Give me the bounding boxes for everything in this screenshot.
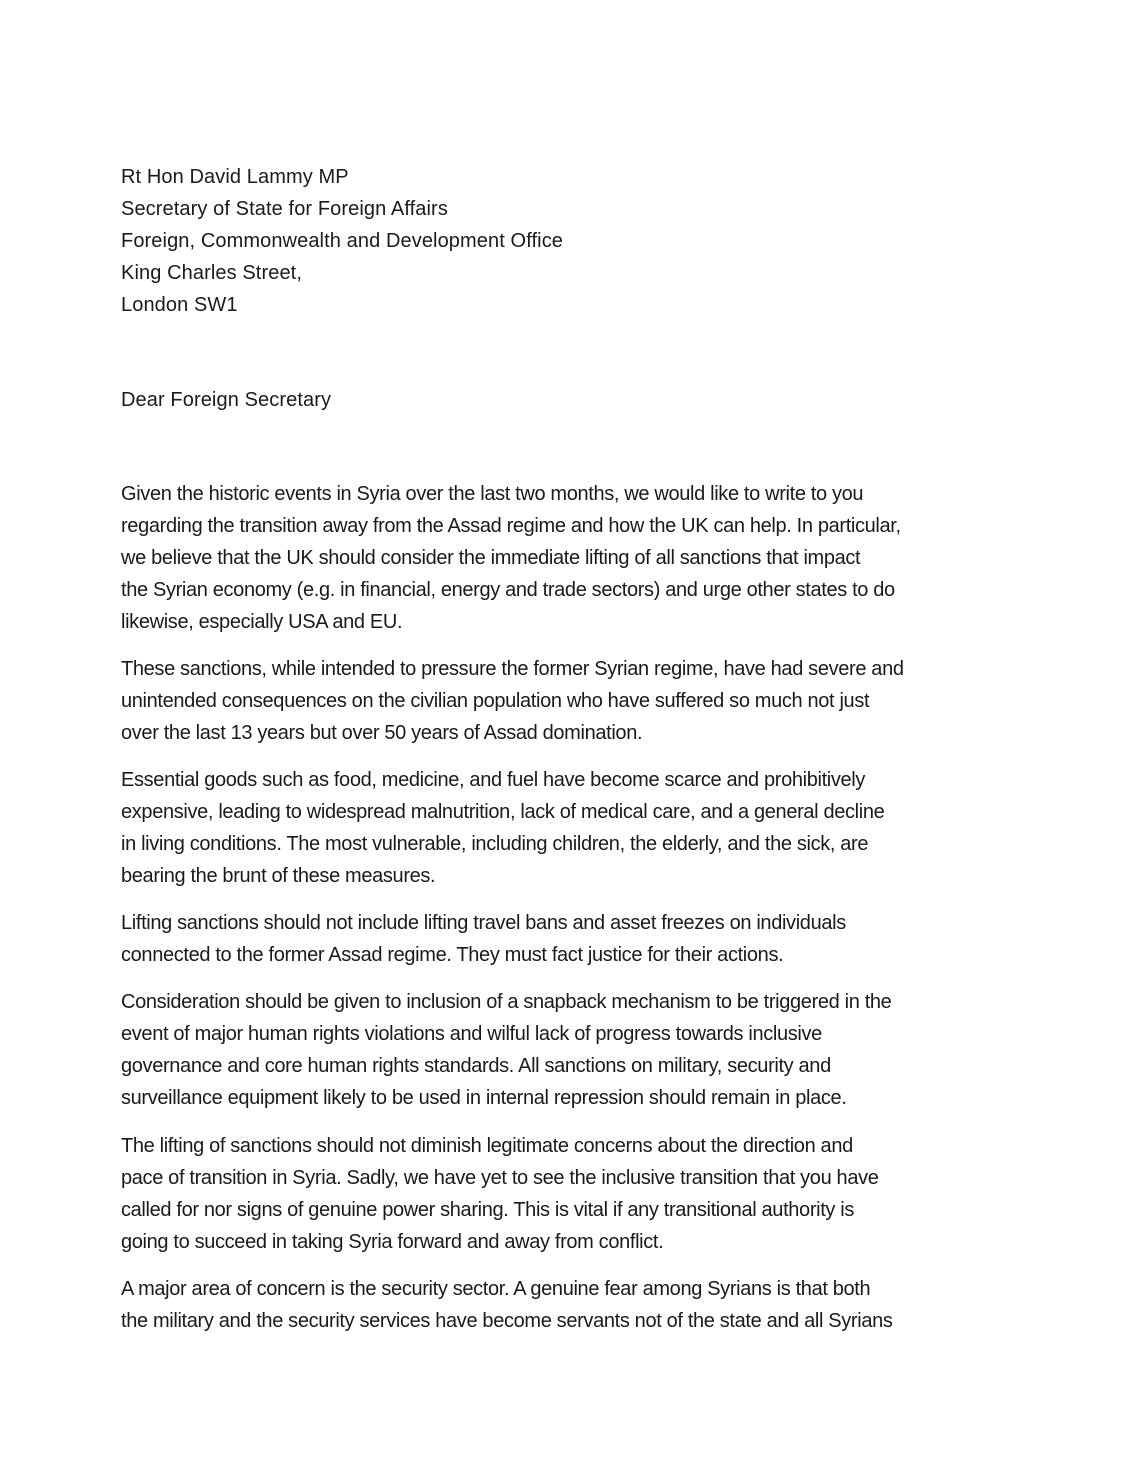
paragraph-line: Consideration should be given to inclusion of a snapback mechanism to be triggered in the <box>121 991 892 1013</box>
paragraph-line: event of major human rights violations and wilful lack of progress towards inclusive <box>121 1023 822 1045</box>
paragraph-line: going to succeed in taking Syria forward and away from conflict. <box>121 1231 664 1253</box>
paragraph-line: connected to the former Assad regime. They must fact justice for their actions. <box>121 944 784 966</box>
paragraph-line: These sanctions, while intended to pressure the former Syrian regime, have had severe and <box>121 658 904 680</box>
salutation: Dear Foreign Secretary <box>121 389 332 411</box>
recipient-title: Secretary of State for Foreign Affairs <box>121 198 448 220</box>
paragraph-line: The lifting of sanctions should not diminish legitimate concerns about the direction and <box>121 1135 853 1157</box>
paragraph-line: over the last 13 years but over 50 years of Assad domination. <box>121 722 643 744</box>
paragraph-line: bearing the brunt of these measures. <box>121 865 436 887</box>
paragraph-line: A major area of concern is the security sector. A genuine fear among Syrians is that both <box>121 1278 871 1300</box>
recipient-name: Rt Hon David Lammy MP <box>121 166 349 188</box>
paragraph-line: in living conditions. The most vulnerable, including children, the elderly, and the sick, are <box>121 833 869 855</box>
paragraph-line: Given the historic events in Syria over the last two months, we would like to write to you <box>121 483 864 505</box>
paragraph-line: unintended consequences on the civilian population who have suffered so much not just <box>121 690 870 712</box>
paragraph-line: called for nor signs of genuine power sharing. This is vital if any transitional authority is <box>121 1199 855 1221</box>
recipient-city: London SW1 <box>121 294 238 316</box>
paragraph-line: Essential goods such as food, medicine, and fuel have become scarce and prohibitively <box>121 769 866 791</box>
paragraph-line: Lifting sanctions should not include lifting travel bans and asset freezes on individuals <box>121 912 846 934</box>
paragraph-line: surveillance equipment likely to be used in internal repression should remain in place. <box>121 1087 847 1109</box>
recipient-office: Foreign, Commonwealth and Development Office <box>121 230 564 252</box>
paragraph-line: expensive, leading to widespread malnutrition, lack of medical care, and a general decline <box>121 801 885 823</box>
paragraph-line: governance and core human rights standards. All sanctions on military, security and <box>121 1055 831 1077</box>
recipient-street: King Charles Street, <box>121 262 302 284</box>
paragraph-line: likewise, especially USA and EU. <box>121 611 403 633</box>
paragraph-line: the military and the security services have become servants not of the state and all Syrians <box>121 1310 893 1332</box>
paragraph-line: we believe that the UK should consider the immediate lifting of all sanctions that impact <box>121 547 861 569</box>
paragraph-line: the Syrian economy (e.g. in financial, energy and trade sectors) and urge other states to do <box>121 579 895 601</box>
paragraph-line: regarding the transition away from the Assad regime and how the UK can help. In particular, <box>121 515 901 537</box>
paragraph-line: pace of transition in Syria. Sadly, we have yet to see the inclusive transition that you have <box>121 1167 879 1189</box>
